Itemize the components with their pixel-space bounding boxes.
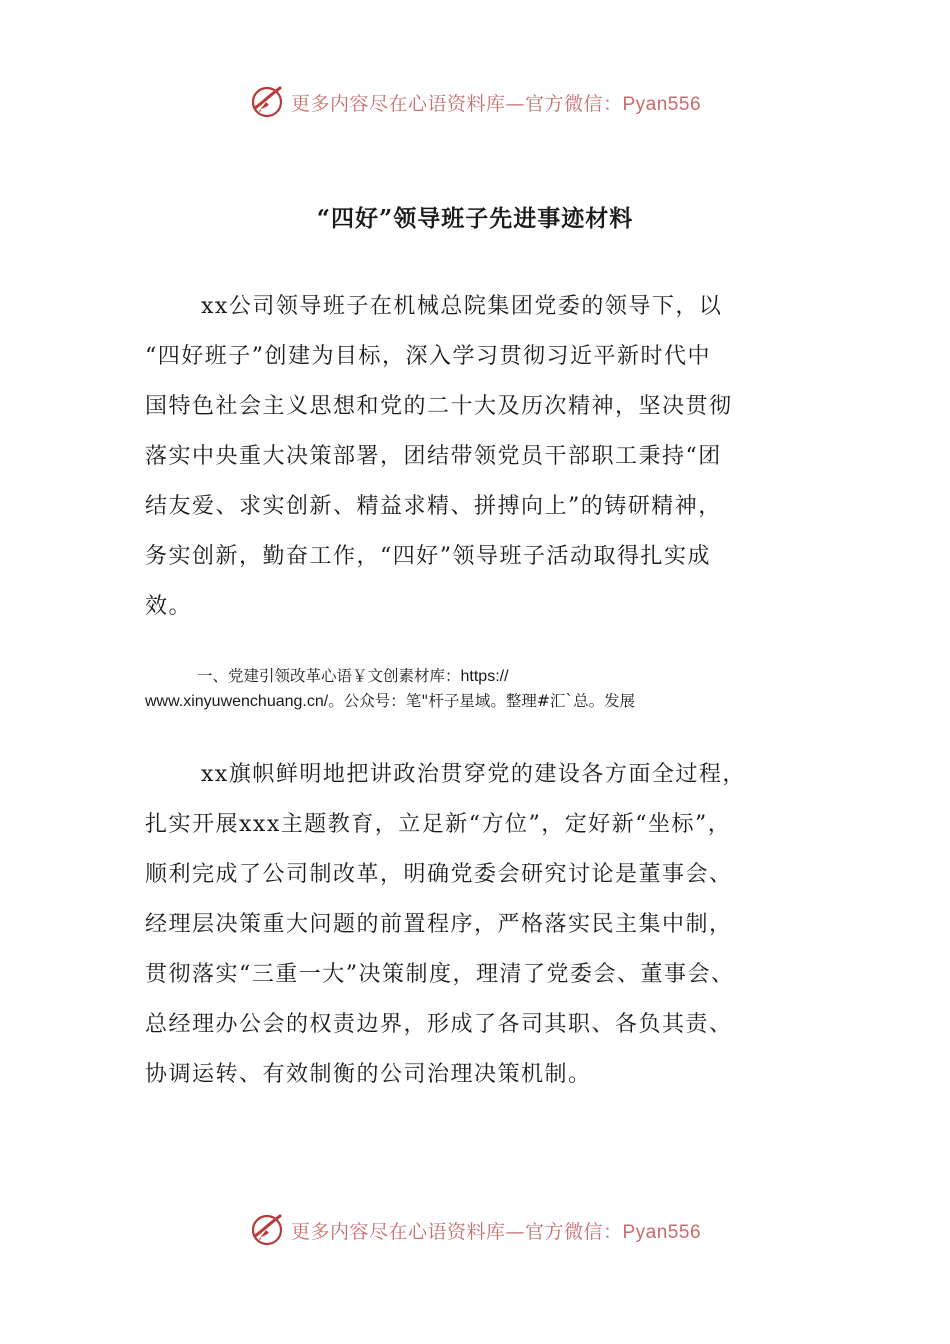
header-banner [0, 80, 950, 124]
paragraph-line: 贯彻落实“三重一大”决策制度，理清了党委会、董事会、 [145, 962, 735, 987]
quill-pen-logo-icon [249, 84, 285, 120]
paragraph-line: 扎实开展xxx主题教育，立足新“方位”，定好新“坐标”， [145, 812, 732, 837]
footer-banner [0, 1208, 950, 1252]
paragraph-line: 效。 [145, 594, 193, 619]
header-wechat-id: Pyan556 [622, 93, 702, 115]
paragraph-line: xx旗帜鲜明地把讲政治贯穿党的建设各方面全过程， [201, 762, 746, 787]
section-heading-url-start: https:// [460, 668, 509, 685]
paragraph-party-building [145, 750, 810, 1100]
paragraph-intro [145, 282, 810, 632]
paragraph-line: 经理层决策重大问题的前置程序，严格落实民主集中制， [145, 912, 733, 937]
paragraph-line: 国特色社会主义思想和党的二十大及历次精神，坚决贯彻 [145, 394, 733, 419]
paragraph-line: 总经理办公会的权责边界，形成了各司其职、各负其责、 [145, 1012, 733, 1037]
header-banner-label: 更多内容尽在心语资料库—官方微信： [290, 92, 623, 115]
paragraph-line: 顺利完成了公司制改革，明确党委会研究讨论是董事会、 [145, 862, 733, 887]
footer-banner-text [291, 1217, 701, 1244]
footer-banner-label: 更多内容尽在心语资料库—官方微信： [290, 1220, 623, 1243]
section-heading-prefix: 一、党建引领改革心语￥文创素材库： [197, 667, 461, 685]
paragraph-line: xx公司领导班子在机械总院集团党委的领导下，以 [201, 294, 723, 319]
section-heading-line-1 [145, 664, 825, 689]
paragraph-line: 务实创新，勤奋工作，“四好”领导班子活动取得扎实成 [145, 544, 711, 569]
paragraph-line: 结友爱、求实创新、精益求精、拼搏向上”的铸研精神， [145, 494, 722, 519]
paragraph-line: 落实中央重大决策部署，团结带领党员干部职工秉持“团 [145, 444, 722, 469]
header-banner-text [291, 89, 701, 116]
section-heading [145, 664, 825, 714]
paragraph-line: 协调运转、有效制衡的公司治理决策机制。 [145, 1062, 592, 1087]
footer-wechat-id: Pyan556 [622, 1221, 702, 1243]
section-heading-url-end: www.xinyuwenchuang.cn/ [145, 693, 329, 710]
quill-pen-logo-icon [249, 1212, 285, 1248]
document-title: “四好”领导班子先进事迹材料 [316, 205, 634, 232]
section-heading-line-2 [145, 689, 825, 714]
section-heading-suffix: 。公众号：笔"杆子星域。整理#汇`总。发展 [328, 692, 636, 710]
paragraph-line: “四好班子”创建为目标，深入学习贯彻习近平新时代中 [145, 344, 711, 369]
